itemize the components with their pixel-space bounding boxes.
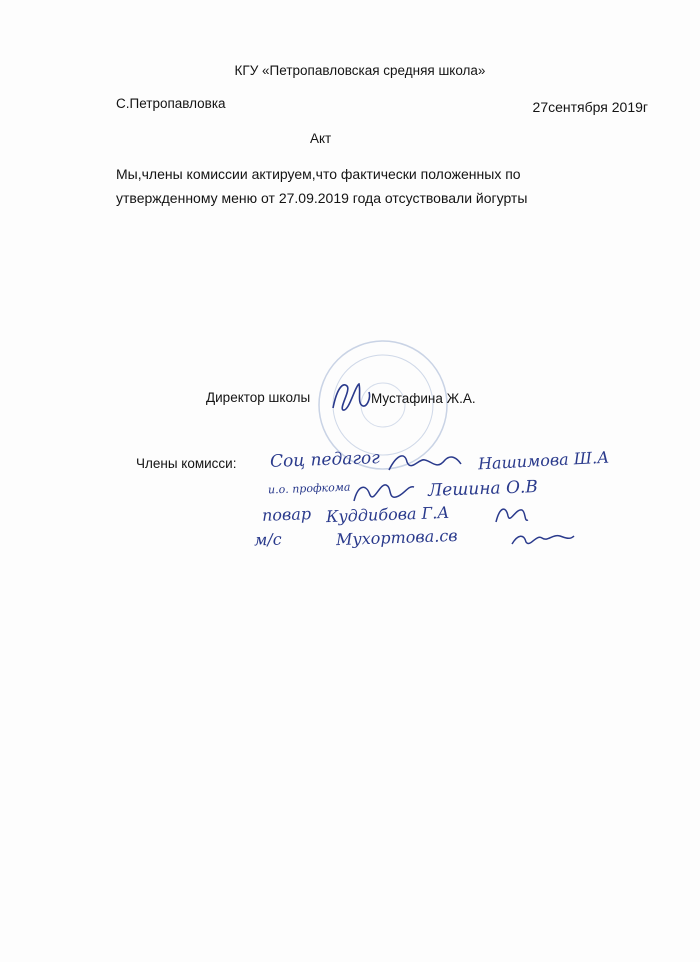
document-date: 27сентября 2019г [532, 99, 648, 115]
member-2-signature-icon [348, 477, 418, 507]
member-4-signature-icon [508, 524, 578, 554]
handwritten-member-2-role: и.о. профкома [267, 480, 351, 497]
members-label: Члены комисси: [136, 456, 237, 471]
handwritten-member-2-name: Лешина О.В [427, 477, 539, 501]
handwritten-member-4-role: м/с [253, 529, 282, 550]
handwritten-member-3-name: Куддибова Г.А [325, 502, 450, 527]
director-name: Мустафина Ж.А. [371, 391, 476, 406]
body-text-line-2: утвержденному меню от 27.09.2019 года отсуствовали йогурты [116, 190, 528, 206]
body-text-line-1: Мы,члены комиссии актируем,что фактически положенных по [116, 166, 521, 182]
director-signature-icon [325, 378, 375, 418]
director-label: Директор школы [206, 390, 311, 405]
handwritten-member-1-role: Соц педагог [269, 448, 381, 472]
document-title: Акт [310, 131, 332, 146]
handwritten-member-4-name: Мухортова.св [335, 525, 458, 550]
city-label: С.Петропавловка [116, 96, 226, 111]
member-1-signature-icon [385, 448, 465, 478]
handwritten-member-3-role: повар [261, 504, 312, 525]
handwritten-member-1-name: Нашимова Ш.А [477, 447, 610, 474]
organization-heading: КГУ «Петропавловская средняя школа» [234, 63, 486, 78]
